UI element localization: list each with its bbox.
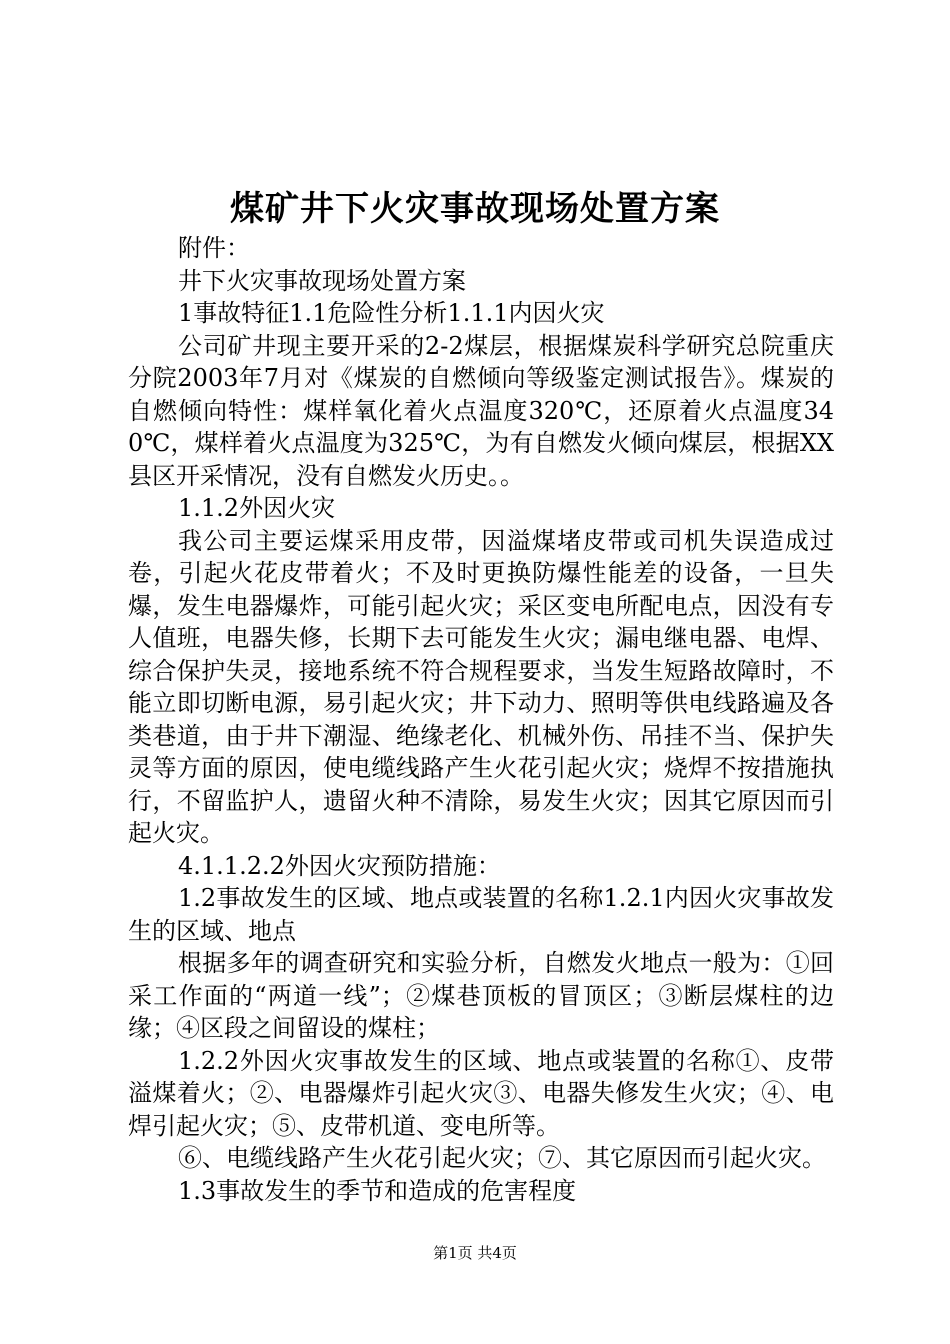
paragraph-prevention-heading: 4.1.1.2.2外因火灾预防措施： — [178, 851, 501, 880]
paragraph-spontaneous-locations: 根据多年的调查研究和实验分析，自燃发火地点一般为：①回采工作面的“两道一线”；②煤巷顶板的冒顶区；③断层煤柱的边缘；④区段之间留设的煤柱； — [128, 949, 834, 1042]
paragraph-section-1-1-2-heading: 1.1.2外因火灾 — [178, 494, 336, 522]
document-body — [128, 232, 834, 1207]
paragraph-section-1-heading: 1事故特征1.1危险性分析1.1.1内因火灾 — [178, 299, 605, 327]
paragraph-cable-fire: ⑥、电缆线路产生火花引起火灾；⑦、其它原因而引起火灾。 — [178, 1144, 826, 1172]
document-title: 煤矿井下火灾事故现场处置方案 — [230, 189, 720, 229]
paragraph-section-1-2-2: 1.2.2外因火灾事故发生的区域、地点或装置的名称①、皮带溢煤着火；②、电器爆炸引起火灾③、电器失修发生火灾；④、电焊引起火灾；⑤、皮带机道、变电所等。 — [128, 1046, 834, 1140]
paragraph-internal-fire-detail: 公司矿井现主要开采的2-2煤层，根据煤炭科学研究总院重庆分院2003年7月对《煤炭的自燃倾向等级鉴定测试报告》。煤炭的自燃倾向特性：煤样氧化着火点温度320℃，还原着火点温度340℃，煤样着火点温度为325℃，为有自燃发火倾向煤层，根据XX县区开采情况，没有自燃发火历史。。 — [128, 331, 834, 490]
paragraph-section-1-2-heading: 1.2事故发生的区域、地点或装置的名称1.2.1内因火灾事故发生的区域、地点 — [128, 884, 834, 945]
paragraph-plan-name: 井下火灾事故现场处置方案 — [178, 266, 466, 295]
paragraph-section-1-3-heading: 1.3事故发生的季节和造成的危害程度 — [178, 1176, 577, 1205]
paragraph-external-fire-detail: 我公司主要运煤采用皮带，因溢煤堵皮带或司机失误造成过卷，引起火花皮带着火；不及时更换防爆性能差的设备，一旦失爆，发生电器爆炸，可能引起火灾；采区变电所配电点，因没有专人值班，电器失修，长期下去可能发生火灾；漏电继电器、电焊、综合保护失灵，接地系统不符合规程要求，当发生短路故障时，不能立即切断电源，易引起火灾；井下动力、照明等供电线路遍及各类巷道，由于井下潮湿、绝缘老化、机械外伤、吊挂不当、保护失灵等方面的原因，使电缆线路产生火花引起火灾；烧焊不按措施执行，不留监护人，遗留火种不清除，易发生火灾；因其它原因而引起火灾。 — [128, 526, 834, 847]
paragraph-attachment-label: 附件： — [178, 234, 250, 262]
page-footer: 第1页 共4页 — [433, 1244, 517, 1262]
